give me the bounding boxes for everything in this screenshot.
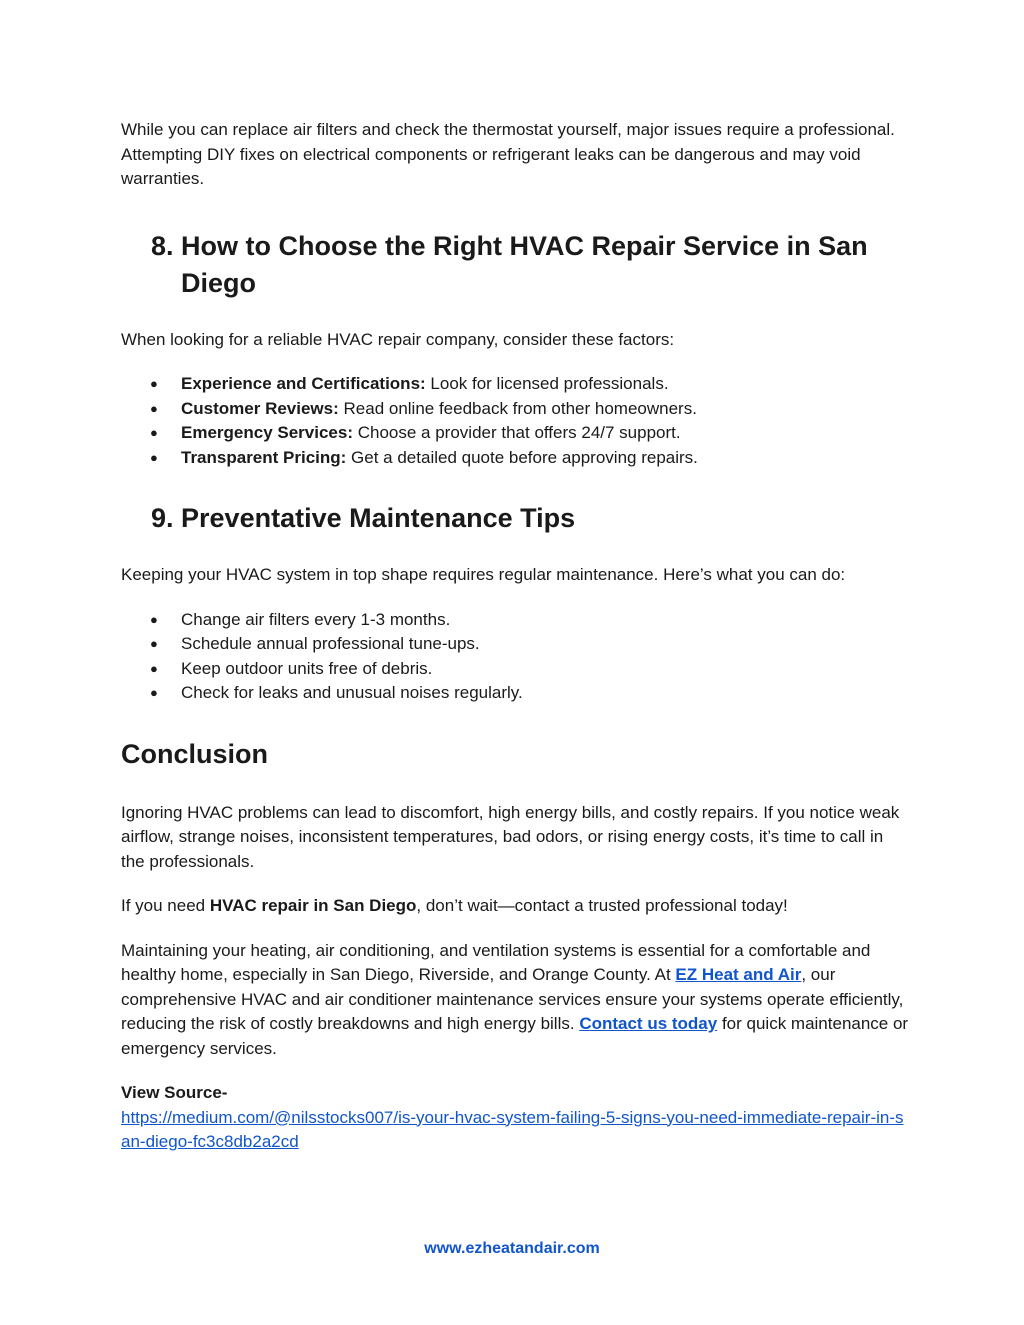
- bullet-icon: ●: [150, 425, 158, 440]
- bullet-icon: ●: [150, 685, 158, 700]
- source-block: [121, 1081, 911, 1155]
- bullet-icon: ●: [150, 660, 158, 676]
- conclusion-paragraph-2: [121, 894, 911, 919]
- list-item-text: Check for leaks and unusual noises regularly.: [181, 683, 523, 702]
- list-item: [121, 372, 911, 397]
- contact-us-link[interactable]: Contact us today: [579, 1014, 718, 1033]
- list-item-text: Choose a provider that offers 24/7 support.: [353, 423, 681, 442]
- list-item-text: Change air filters every 1-3 months.: [181, 609, 451, 629]
- text-run: , don’t wait—contact a trusted professional today!: [416, 896, 788, 915]
- ez-heat-and-air-link[interactable]: EZ Heat and Air: [675, 965, 802, 984]
- tips-list: [121, 608, 911, 706]
- list-item: [121, 397, 911, 422]
- list-item-text: Keep outdoor units free of debris.: [181, 658, 433, 678]
- section-9-lead: Keeping your HVAC system in top shape requires regular maintenance. Here’s what you can do:: [121, 565, 846, 584]
- text-run: for quick maintenance or emergency services.: [121, 1014, 909, 1058]
- keyword-bold: HVAC repair in San Diego: [209, 896, 417, 915]
- text-run: Maintaining your heating, air conditioning, and ventilation systems is essential for a comfortable and healthy home, especially in San Diego, Riverside, and Orange County. At: [121, 940, 871, 984]
- document-body: [121, 118, 911, 1155]
- section-9-heading: 9. Preventative Maintenance Tips: [151, 503, 576, 533]
- list-item: [121, 608, 911, 633]
- bullet-icon: ●: [150, 636, 158, 651]
- section-8-lead: When looking for a reliable HVAC repair company, consider these factors:: [121, 329, 675, 349]
- bullet-icon: ●: [150, 400, 158, 416]
- list-item-text: Schedule annual professional tune-ups.: [181, 634, 480, 653]
- text-run: , our comprehensive HVAC and air conditioner maintenance services ensure your systems operate efficiently, reducing the risk of costly breakdowns and high energy bills.: [121, 965, 904, 1033]
- source-label: View Source-: [121, 1083, 228, 1102]
- list-item: [121, 681, 911, 706]
- bullet-icon: ●: [150, 449, 158, 465]
- section-8-heading: 8. How to Choose the Right HVAC Repair Service in San Diego: [151, 230, 868, 298]
- conclusion-heading: Conclusion: [121, 738, 268, 769]
- list-item: [121, 657, 911, 682]
- conclusion-paragraph-1: Ignoring HVAC problems can lead to discomfort, high energy bills, and costly repairs. If you notice weak airflow, strange noises, inconsistent temperatures, bad odors, or rising energy costs, it’s time to call in the professionals.: [121, 802, 900, 871]
- footer-website[interactable]: www.ezheatandair.com: [424, 1240, 600, 1257]
- bullet-icon: ●: [150, 376, 158, 391]
- list-item-label: Customer Reviews:: [181, 398, 339, 418]
- list-item: [121, 632, 911, 657]
- conclusion-paragraph-3: [121, 939, 911, 1062]
- bullet-icon: ●: [150, 611, 158, 627]
- factors-list: [121, 372, 911, 470]
- list-item: [121, 421, 911, 446]
- source-url-link[interactable]: https://medium.com/@nilsstocks007/is-your-hvac-system-failing-5-signs-you-need-immediate-repair-in-san-diego-fc3c8db2a2cd: [121, 1107, 904, 1151]
- list-item-text: Look for licensed professionals.: [425, 374, 669, 393]
- text-run: If you need: [121, 896, 210, 915]
- list-item-label: Experience and Certifications:: [181, 374, 426, 393]
- list-item-label: Emergency Services:: [181, 423, 353, 442]
- list-item: [121, 446, 911, 471]
- list-item-text: Read online feedback from other homeowners.: [338, 398, 697, 418]
- intro-paragraph: While you can replace air filters and check the thermostat yourself, major issues require a professional. Attempting DIY fixes on electrical components or refrigerant leaks can be dangerous and may void warranties.: [121, 120, 895, 188]
- list-item-text: Get a detailed quote before approving repairs.: [346, 447, 698, 467]
- list-item-label: Transparent Pricing:: [181, 447, 347, 467]
